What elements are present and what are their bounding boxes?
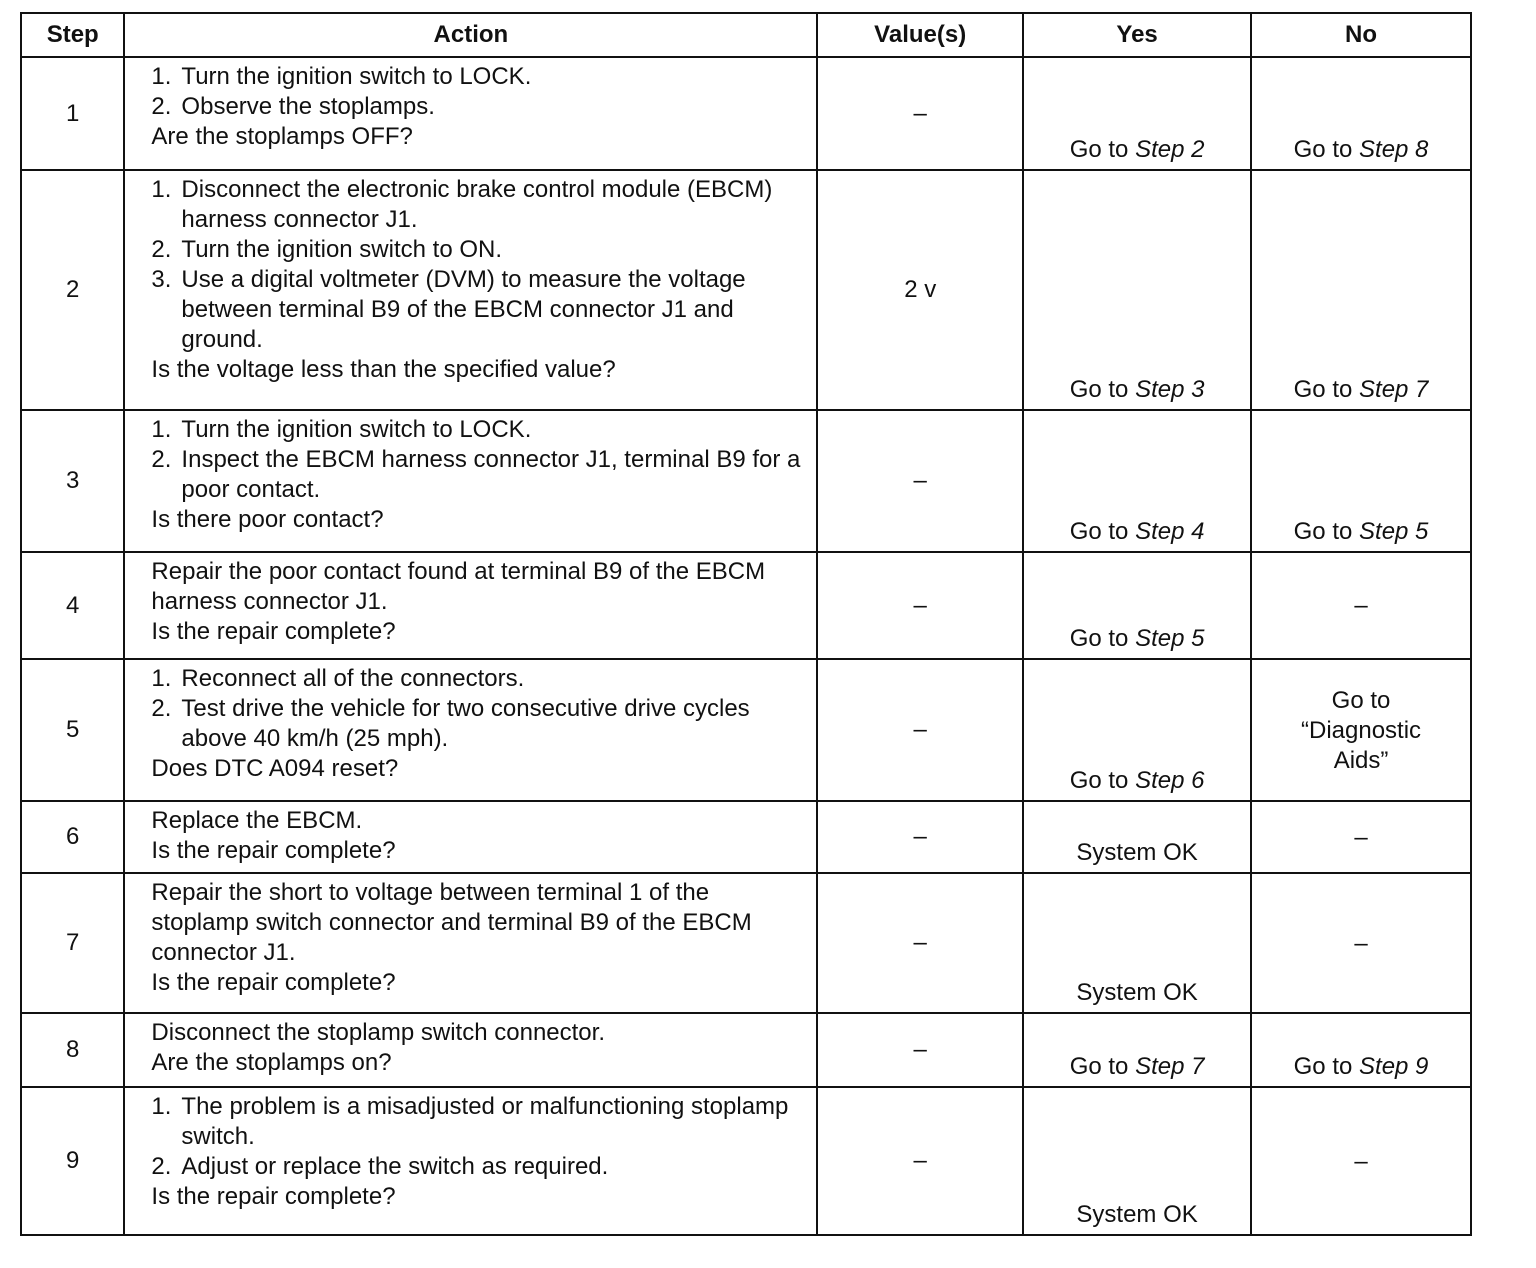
header-yes: Yes bbox=[1023, 13, 1251, 57]
action-item-number: 1. bbox=[151, 176, 172, 203]
no-text: – bbox=[1354, 929, 1368, 957]
action-item-text: The problem is a misadjusted or malfunctioning stoplamp switch. bbox=[181, 1093, 789, 1150]
yes-cell bbox=[1023, 170, 1251, 410]
no-step-link: Step 7 bbox=[1359, 376, 1429, 403]
action-item-text: Use a digital voltmeter (DVM) to measure the voltage between terminal B9 of the EBCM connector J1 and ground. bbox=[181, 266, 746, 353]
no-prefix: Go to bbox=[1293, 518, 1360, 545]
action-cell bbox=[124, 659, 817, 801]
action-cell bbox=[124, 170, 817, 410]
no-text: – bbox=[1354, 823, 1368, 851]
yes-cell bbox=[1023, 659, 1251, 801]
no-step-link: Step 5 bbox=[1359, 518, 1429, 545]
action-cell bbox=[124, 1013, 817, 1087]
action-item-text: Turn the ignition switch to LOCK. bbox=[181, 416, 532, 443]
action-item bbox=[151, 92, 808, 122]
action-question: Is the repair complete? bbox=[151, 969, 396, 996]
step-number: 7 bbox=[21, 873, 124, 1013]
yes-step-link: Step 6 bbox=[1135, 767, 1205, 794]
table-row bbox=[21, 659, 1471, 801]
value-cell: – bbox=[817, 873, 1023, 1013]
no-cell bbox=[1251, 659, 1471, 801]
step-number: 5 bbox=[21, 659, 124, 801]
yes-prefix: Go to bbox=[1069, 1053, 1136, 1080]
table-row bbox=[21, 1013, 1471, 1087]
yes-cell bbox=[1023, 873, 1251, 1013]
header-step: Step bbox=[21, 13, 124, 57]
action-item-number: 2. bbox=[151, 93, 172, 120]
header-value: Value(s) bbox=[817, 13, 1023, 57]
action-item-text: Inspect the EBCM harness connector J1, terminal B9 for a poor contact. bbox=[181, 446, 801, 503]
action-cell bbox=[124, 410, 817, 552]
action-item-text: Reconnect all of the connectors. bbox=[181, 665, 525, 692]
no-prefix: Go to bbox=[1293, 376, 1360, 403]
action-item-text: Observe the stoplamps. bbox=[181, 93, 435, 120]
action-cell bbox=[124, 552, 817, 659]
action-item-number: 3. bbox=[151, 266, 172, 293]
action-item-number: 1. bbox=[151, 416, 172, 443]
action-question: Does DTC A094 reset? bbox=[151, 755, 399, 782]
action-question: Is the repair complete? bbox=[151, 1183, 396, 1210]
action-question: Is the repair complete? bbox=[151, 618, 396, 645]
yes-step-link: Step 4 bbox=[1135, 518, 1205, 545]
diagnostic-table bbox=[20, 12, 1472, 1236]
yes-text: System OK bbox=[1076, 1201, 1198, 1228]
action-item-number: 2. bbox=[151, 446, 172, 473]
table-row bbox=[21, 1087, 1471, 1235]
yes-step-link: Step 5 bbox=[1135, 625, 1205, 652]
no-prefix: Go to bbox=[1293, 136, 1360, 163]
yes-text: System OK bbox=[1076, 979, 1198, 1006]
step-number: 1 bbox=[21, 57, 124, 170]
action-item-number: 1. bbox=[151, 665, 172, 692]
step-number: 6 bbox=[21, 801, 124, 873]
action-item bbox=[151, 175, 808, 235]
yes-prefix: Go to bbox=[1069, 625, 1136, 652]
no-cell bbox=[1251, 170, 1471, 410]
no-text: – bbox=[1354, 592, 1368, 619]
value-cell: – bbox=[817, 410, 1023, 552]
action-text: Repair the short to voltage between terminal 1 of the stoplamp switch connector and terminal B9 of the EBCM connector J1. bbox=[151, 879, 752, 966]
value-cell: – bbox=[817, 801, 1023, 873]
action-text: Repair the poor contact found at terminal B9 of the EBCM harness connector J1. bbox=[151, 558, 766, 615]
no-cell bbox=[1251, 1013, 1471, 1087]
action-question: Is the voltage less than the specified value? bbox=[151, 356, 616, 383]
yes-text: System OK bbox=[1076, 839, 1198, 866]
yes-prefix: Go to bbox=[1069, 136, 1136, 163]
action-item-number: 1. bbox=[151, 1093, 172, 1120]
no-cell bbox=[1251, 1087, 1471, 1235]
yes-step-link: Step 7 bbox=[1135, 1053, 1205, 1080]
yes-cell bbox=[1023, 552, 1251, 659]
action-item bbox=[151, 445, 808, 505]
no-cell bbox=[1251, 801, 1471, 873]
no-cell bbox=[1251, 873, 1471, 1013]
action-item bbox=[151, 62, 808, 92]
table-row bbox=[21, 801, 1471, 873]
action-item bbox=[151, 1092, 808, 1152]
yes-step-link: Step 3 bbox=[1135, 376, 1205, 403]
no-step-link: Step 9 bbox=[1359, 1053, 1429, 1080]
yes-prefix: Go to bbox=[1069, 376, 1136, 403]
yes-cell bbox=[1023, 1087, 1251, 1235]
yes-prefix: Go to bbox=[1069, 767, 1136, 794]
no-cell bbox=[1251, 57, 1471, 170]
yes-cell bbox=[1023, 801, 1251, 873]
no-text: – bbox=[1354, 1147, 1368, 1175]
step-number: 8 bbox=[21, 1013, 124, 1087]
action-question: Are the stoplamps on? bbox=[151, 1049, 392, 1076]
header-row bbox=[21, 13, 1471, 57]
value-cell: – bbox=[817, 57, 1023, 170]
no-cell bbox=[1251, 410, 1471, 552]
header-action: Action bbox=[124, 13, 817, 57]
action-item-number: 2. bbox=[151, 236, 172, 263]
action-item-number: 1. bbox=[151, 63, 172, 90]
action-question: Is there poor contact? bbox=[151, 506, 384, 533]
action-item-number: 2. bbox=[151, 1153, 172, 1180]
action-item bbox=[151, 265, 808, 355]
yes-cell bbox=[1023, 410, 1251, 552]
value-cell: – bbox=[817, 1013, 1023, 1087]
step-number: 2 bbox=[21, 170, 124, 410]
value-cell: – bbox=[817, 1087, 1023, 1235]
action-item-text: Test drive the vehicle for two consecutive drive cycles above 40 km/h (25 mph). bbox=[181, 695, 750, 752]
action-cell bbox=[124, 57, 817, 170]
action-cell bbox=[124, 1087, 817, 1235]
action-cell bbox=[124, 873, 817, 1013]
action-item-text: Turn the ignition switch to LOCK. bbox=[181, 63, 532, 90]
action-item-text: Turn the ignition switch to ON. bbox=[181, 236, 502, 263]
value-cell: – bbox=[817, 659, 1023, 801]
table-row bbox=[21, 410, 1471, 552]
action-item-text: Disconnect the electronic brake control module (EBCM) harness connector J1. bbox=[181, 176, 773, 233]
yes-cell bbox=[1023, 57, 1251, 170]
header-no: No bbox=[1251, 13, 1471, 57]
action-cell bbox=[124, 801, 817, 873]
table-row bbox=[21, 57, 1471, 170]
action-item-text: Adjust or replace the switch as required. bbox=[181, 1153, 609, 1180]
table-body bbox=[21, 57, 1471, 1235]
action-item bbox=[151, 235, 808, 265]
table-row bbox=[21, 873, 1471, 1013]
yes-step-link: Step 2 bbox=[1135, 136, 1205, 163]
no-cell bbox=[1251, 552, 1471, 659]
action-item bbox=[151, 694, 808, 754]
action-text: Disconnect the stoplamp switch connector. bbox=[151, 1019, 605, 1046]
action-item-number: 2. bbox=[151, 695, 172, 722]
yes-prefix: Go to bbox=[1069, 518, 1136, 545]
action-item bbox=[151, 1152, 808, 1182]
yes-cell bbox=[1023, 1013, 1251, 1087]
table-row bbox=[21, 552, 1471, 659]
no-text: Go to “Diagnostic Aids” bbox=[1301, 686, 1422, 774]
value-cell: 2 v bbox=[817, 170, 1023, 410]
action-item bbox=[151, 415, 808, 445]
value-cell: – bbox=[817, 552, 1023, 659]
no-prefix: Go to bbox=[1293, 1053, 1360, 1080]
table-row bbox=[21, 170, 1471, 410]
action-question: Is the repair complete? bbox=[151, 837, 396, 864]
step-number: 9 bbox=[21, 1087, 124, 1235]
action-question: Are the stoplamps OFF? bbox=[151, 123, 413, 150]
action-item bbox=[151, 664, 808, 694]
step-number: 3 bbox=[21, 410, 124, 552]
no-step-link: Step 8 bbox=[1359, 136, 1429, 163]
step-number: 4 bbox=[21, 552, 124, 659]
action-text: Replace the EBCM. bbox=[151, 807, 363, 834]
